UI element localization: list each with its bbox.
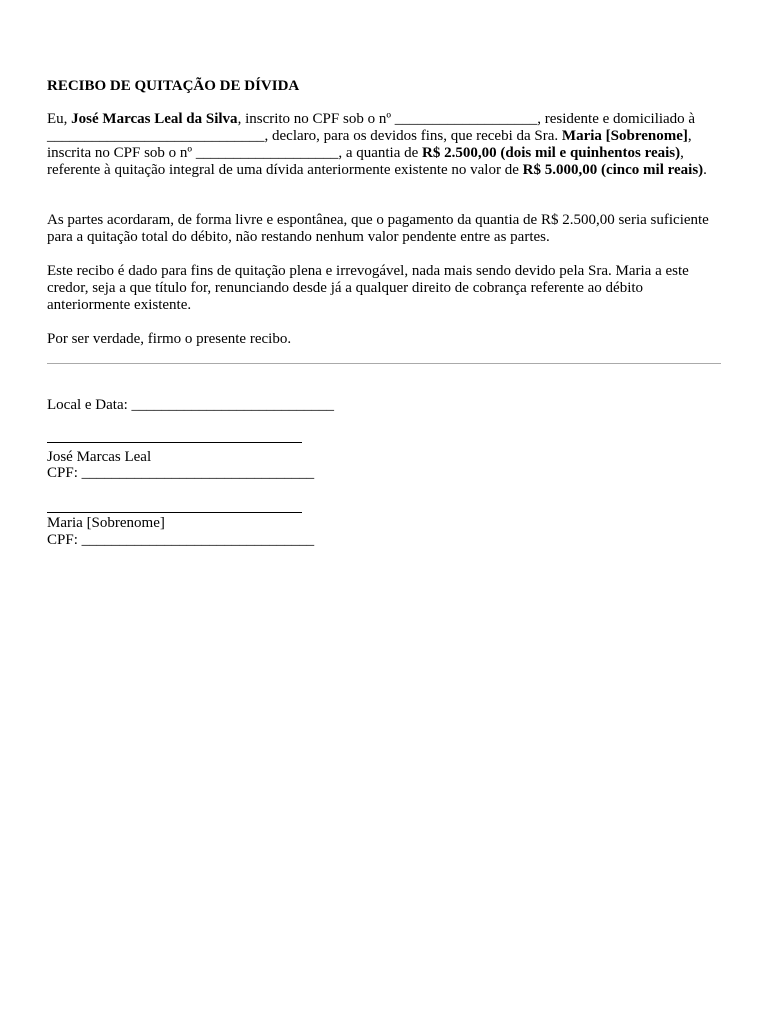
document-title: RECIBO DE QUITAÇÃO DE DÍVIDA <box>47 78 300 94</box>
p1-text-1: Eu, <box>47 111 72 127</box>
amount-received: R$ 2.500,00 (dois mil e quinhentos reais) <box>422 145 681 161</box>
signature-2-name: Maria [Sobrenome] <box>47 515 165 531</box>
original-debt: R$ 5.000,00 (cinco mil reais) <box>522 162 704 178</box>
p1-text-4: , referente à quitação integral de uma dívida anteriormente existente no valor de <box>47 145 684 178</box>
signature-line-2 <box>47 512 302 513</box>
p1-text-3: , inscrita no CPF sob o nº ___________________, a quantia de <box>47 128 692 161</box>
paragraph-agreement: As partes acordaram, de forma livre e espontânea, que o pagamento da quantia de R$ 2.500,00 seria suficiente para a quitação total do débito, não restando nenhum valor pendente entre as partes. <box>47 212 709 245</box>
paragraph-closing: Por ser verdade, firmo o presente recibo. <box>47 331 292 347</box>
payer-name: José Marcas Leal da Silva <box>71 111 238 127</box>
signature-2-cpf: CPF: _______________________________ <box>47 532 315 548</box>
payee-name: Maria [Sobrenome] <box>561 128 688 144</box>
paragraph-release: Este recibo é dado para fins de quitação plena e irrevogável, nada mais sendo devido pela Sra. Maria a este credor, seja a que título for, renunciando desde já a qualquer direito de cobrança referente ao débito anteriormente existente. <box>47 263 689 313</box>
signature-line-1 <box>47 442 302 443</box>
p1-text-5: . <box>703 162 707 178</box>
signature-1-cpf: CPF: _______________________________ <box>47 465 315 481</box>
horizontal-divider <box>47 363 721 364</box>
paragraph-declaration <box>47 111 723 179</box>
local-date-field: Local e Data: ___________________________ <box>47 397 335 413</box>
p1-text-2: , inscrito no CPF sob o nº ___________________, residente e domiciliado à _____________________________, declaro, para os devidos fins, que recebi da Sra. <box>47 111 696 144</box>
signature-1-name: José Marcas Leal <box>47 449 152 465</box>
